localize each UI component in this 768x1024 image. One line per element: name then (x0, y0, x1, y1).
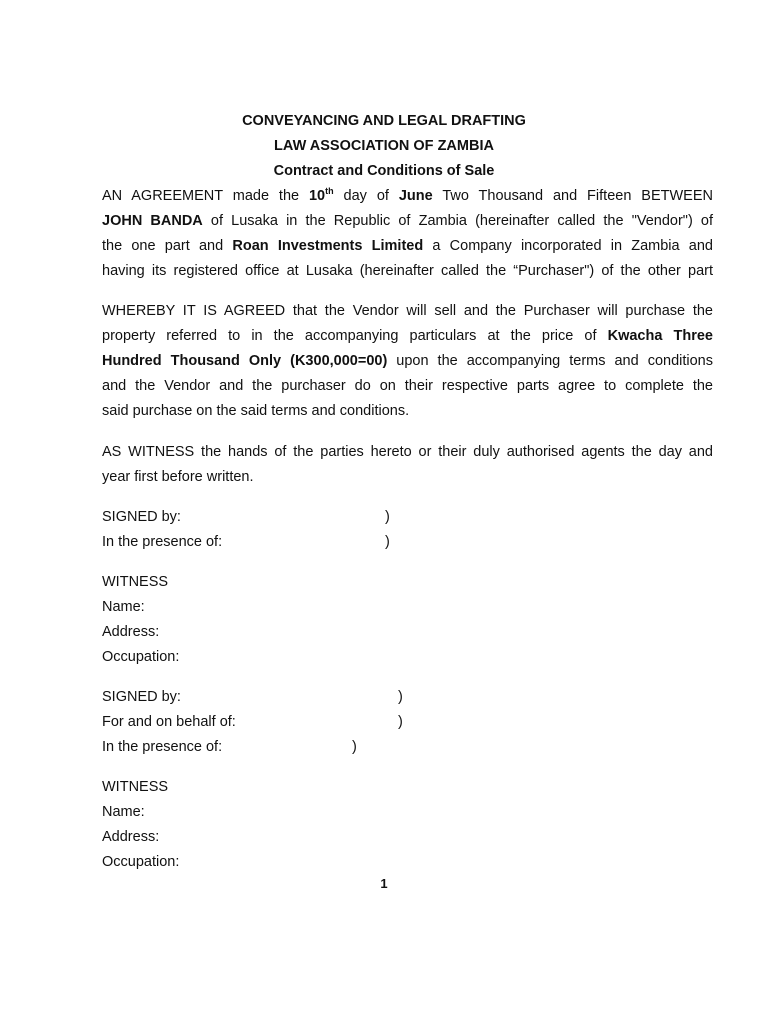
heading-course: CONVEYANCING AND LEGAL DRAFTING (242, 113, 526, 129)
purchaser-name: Roan Investments Limited (232, 238, 424, 254)
bracket-2c: ) (352, 739, 357, 755)
bracket-2a: ) (398, 689, 403, 705)
whereby-line-1: WHEREBY IT IS AGREED that the Vendor will sell and the Purchaser will purchase the (102, 303, 713, 319)
witness-name-label-2: Name: (102, 804, 145, 820)
behalf-label-2: For and on behalf of: (102, 714, 236, 730)
vendor-name: JOHN BANDA (102, 213, 203, 229)
whereby-line-4: and the Vendor and the purchaser do on their respective parts agree to complete the (102, 378, 713, 394)
bracket-2b: ) (398, 714, 403, 730)
witness-address-label-2: Address: (102, 829, 160, 845)
agreement-line-3: the one part and Roan Investments Limited a Company incorporated in Zambia and (102, 238, 713, 254)
witness-name-label-1: Name: (102, 599, 145, 615)
witness-title-2: WITNESS (102, 779, 169, 795)
bracket-1b: ) (385, 534, 390, 550)
agreement-line-2: JOHN BANDA of Lusaka in the Republic of Zambia (hereinafter called the "Vendor") of (102, 213, 714, 229)
whereby-line-3: Hundred Thousand Only (K300,000=00) upon the accompanying terms and conditions (102, 353, 713, 369)
witness-address-label-1: Address: (102, 624, 160, 640)
witness-clause (102, 440, 713, 490)
signed-by-label-1: SIGNED by: (102, 509, 181, 525)
agreement-month: June (398, 188, 433, 204)
agreement-paragraph (102, 184, 713, 284)
witness-clause-line-1: AS WITNESS the hands of the parties hereto or their duly authorised agents the day and (102, 444, 713, 460)
heading-document-title: Contract and Conditions of Sale (273, 163, 495, 179)
agreement-day: 10 (308, 188, 326, 204)
heading-organization: LAW ASSOCIATION OF ZAMBIA (274, 138, 494, 154)
presence-label-1: In the presence of: (102, 534, 223, 550)
agreement-line-1: AN AGREEMENT made the 10th day of June Two Thousand and Fifteen BETWEEN (102, 186, 713, 204)
whereby-paragraph (102, 299, 713, 424)
witness-occupation-label-2: Occupation: (102, 854, 180, 870)
agreement-line-4: having its registered office at Lusaka (hereinafter called the “Purchaser") of the other part (102, 263, 713, 279)
whereby-line-2: property referred to in the accompanying particulars at the price of Kwacha Three (102, 328, 713, 344)
signed-by-label-2: SIGNED by: (102, 689, 181, 705)
price-words-1: Kwacha Three (607, 328, 713, 344)
page-number: 1 (380, 876, 388, 891)
witness-title-1: WITNESS (102, 574, 169, 590)
presence-label-2: In the presence of: (102, 739, 223, 755)
price-words-2: Hundred Thousand Only (K300,000=00) (102, 353, 388, 369)
witness-occupation-label-1: Occupation: (102, 649, 180, 665)
bracket-1a: ) (385, 509, 390, 525)
witness-clause-line-2: year first before written. (102, 469, 254, 485)
whereby-line-5: said purchase on the said terms and conditions. (102, 403, 410, 419)
